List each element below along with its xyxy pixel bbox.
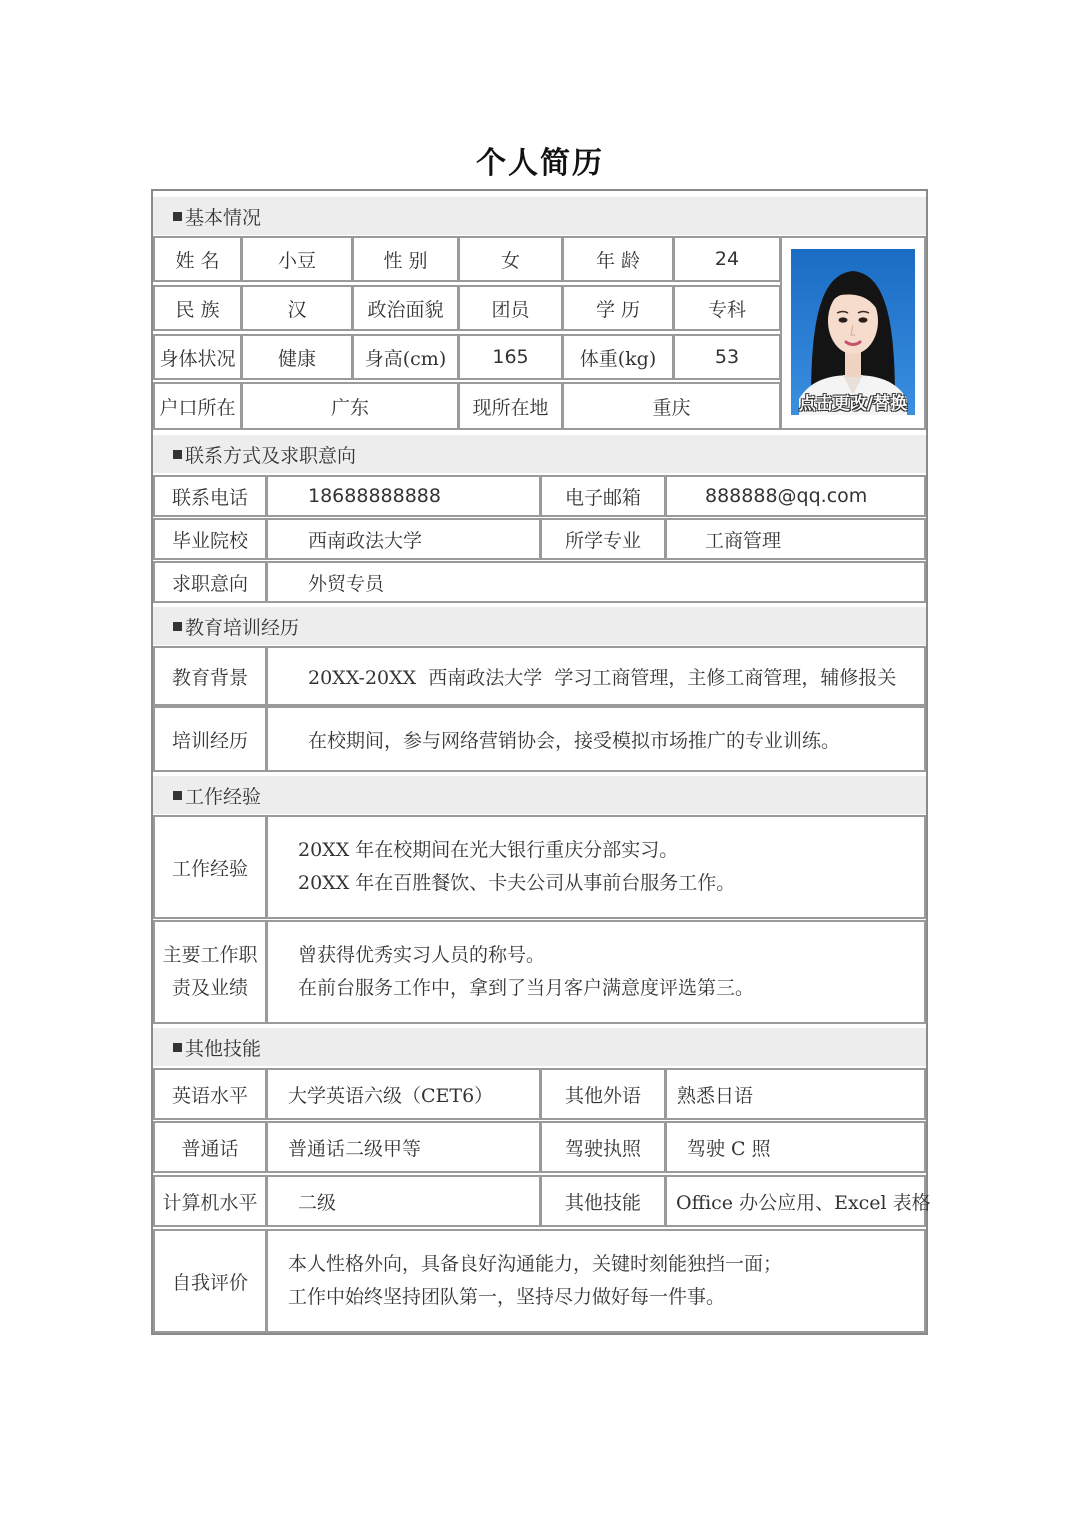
label-degree: 学 历 <box>562 285 674 331</box>
value-intent[interactable]: 外贸专员 <box>266 561 926 603</box>
label-mandarin: 普通话 <box>153 1121 267 1173</box>
value-name[interactable]: 小豆 <box>241 236 353 282</box>
label-duties <box>153 920 267 1024</box>
label-ethnicity: 民 族 <box>153 285 242 331</box>
page-title: 个人简历 <box>476 146 604 181</box>
label-weight: 体重(kg) <box>562 334 674 380</box>
label-major: 所学专业 <box>540 518 666 560</box>
self-eval-line: 工作中始终坚持团队第一，坚持尽力做好每一件事。 <box>288 1286 726 1308</box>
label-intent: 求职意向 <box>153 561 267 603</box>
value-age[interactable]: 24 <box>673 236 781 282</box>
bullet-square-icon <box>173 622 182 631</box>
label-foreign: 其他外语 <box>540 1068 666 1120</box>
label-age: 年 龄 <box>562 236 674 282</box>
duties-line: 曾获得优秀实习人员的称号。 <box>298 944 546 966</box>
section-title: 教育培训经历 <box>185 616 300 639</box>
label-self-eval: 自我评价 <box>153 1229 267 1333</box>
label-english: 英语水平 <box>153 1068 267 1120</box>
value-gender[interactable]: 女 <box>458 236 563 282</box>
value-weight[interactable]: 53 <box>673 334 781 380</box>
value-phone[interactable]: 18688888888 <box>266 475 541 517</box>
bullet-square-icon <box>173 450 182 459</box>
value-english[interactable]: 大学英语六级（CET6） <box>266 1068 541 1120</box>
value-self-eval[interactable] <box>266 1229 926 1333</box>
section-title: 联系方式及求职意向 <box>185 444 357 467</box>
label-name: 姓 名 <box>153 236 242 282</box>
value-ethnicity[interactable]: 汉 <box>241 285 353 331</box>
photo-replace-caption[interactable]: 点击更改/替换 <box>798 393 908 414</box>
label-education-bg: 教育背景 <box>153 646 267 706</box>
value-political[interactable]: 团员 <box>458 285 563 331</box>
value-license[interactable]: 驾驶 C 照 <box>665 1121 926 1173</box>
section-header-contact <box>153 435 926 473</box>
self-eval-line: 本人性格外向，具备良好沟通能力，关键时刻能独挡一面； <box>288 1253 783 1275</box>
value-work-exp[interactable] <box>266 815 926 919</box>
value-location[interactable]: 重庆 <box>562 382 781 430</box>
label-school: 毕业院校 <box>153 518 267 560</box>
value-email[interactable]: 888888@qq.com <box>665 475 926 517</box>
value-school[interactable]: 西南政法大学 <box>266 518 541 560</box>
duties-label-line: 责及业绩 <box>171 977 248 999</box>
section-title: 其他技能 <box>185 1037 262 1060</box>
duties-label-line: 主要工作职 <box>162 944 258 966</box>
work-exp-line: 20XX 年在校期间在光大银行重庆分部实习。 <box>298 839 679 861</box>
label-email: 电子邮箱 <box>540 475 666 517</box>
label-phone: 联系电话 <box>153 475 267 517</box>
section-header-work <box>153 776 926 814</box>
label-health: 身体状况 <box>153 334 242 380</box>
duties-line: 在前台服务工作中，拿到了当月客户满意度评选第三。 <box>298 977 755 999</box>
section-header-education <box>153 607 926 645</box>
label-location: 现所在地 <box>458 382 563 430</box>
label-computer: 计算机水平 <box>153 1175 267 1227</box>
label-work-exp: 工作经验 <box>153 815 267 919</box>
value-degree[interactable]: 专科 <box>673 285 781 331</box>
section-header-basic <box>153 197 926 235</box>
section-title: 基本情况 <box>185 206 262 229</box>
label-license: 驾驶执照 <box>540 1121 666 1173</box>
label-gender: 性 别 <box>352 236 459 282</box>
label-hukou: 户口所在 <box>153 382 242 430</box>
value-height[interactable]: 165 <box>458 334 563 380</box>
work-exp-line: 20XX 年在百胜餐饮、卡夫公司从事前台服务工作。 <box>298 872 736 894</box>
value-mandarin[interactable]: 普通话二级甲等 <box>266 1121 541 1173</box>
value-training[interactable]: 在校期间，参与网络营销协会，接受模拟市场推广的专业训练。 <box>266 706 926 772</box>
section-header-skills <box>153 1028 926 1066</box>
label-other-skills: 其他技能 <box>540 1175 666 1227</box>
bullet-square-icon <box>173 791 182 800</box>
label-political: 政治面貌 <box>352 285 459 331</box>
value-health[interactable]: 健康 <box>241 334 353 380</box>
value-other-skills[interactable]: Office 办公应用、Excel 表格 <box>665 1175 926 1227</box>
value-education-bg[interactable]: 20XX-20XX 西南政法大学 学习工商管理，主修工商管理，辅修报关 <box>266 646 926 706</box>
value-duties[interactable] <box>266 920 926 1024</box>
value-foreign[interactable]: 熟悉日语 <box>665 1068 926 1120</box>
bullet-square-icon <box>173 212 182 221</box>
value-major[interactable]: 工商管理 <box>665 518 926 560</box>
value-computer[interactable]: 二级 <box>266 1175 541 1227</box>
label-training: 培训经历 <box>153 706 267 772</box>
label-height: 身高(cm) <box>352 334 459 380</box>
value-hukou[interactable]: 广东 <box>241 382 459 430</box>
bullet-square-icon <box>173 1043 182 1052</box>
section-title: 工作经验 <box>185 785 262 808</box>
